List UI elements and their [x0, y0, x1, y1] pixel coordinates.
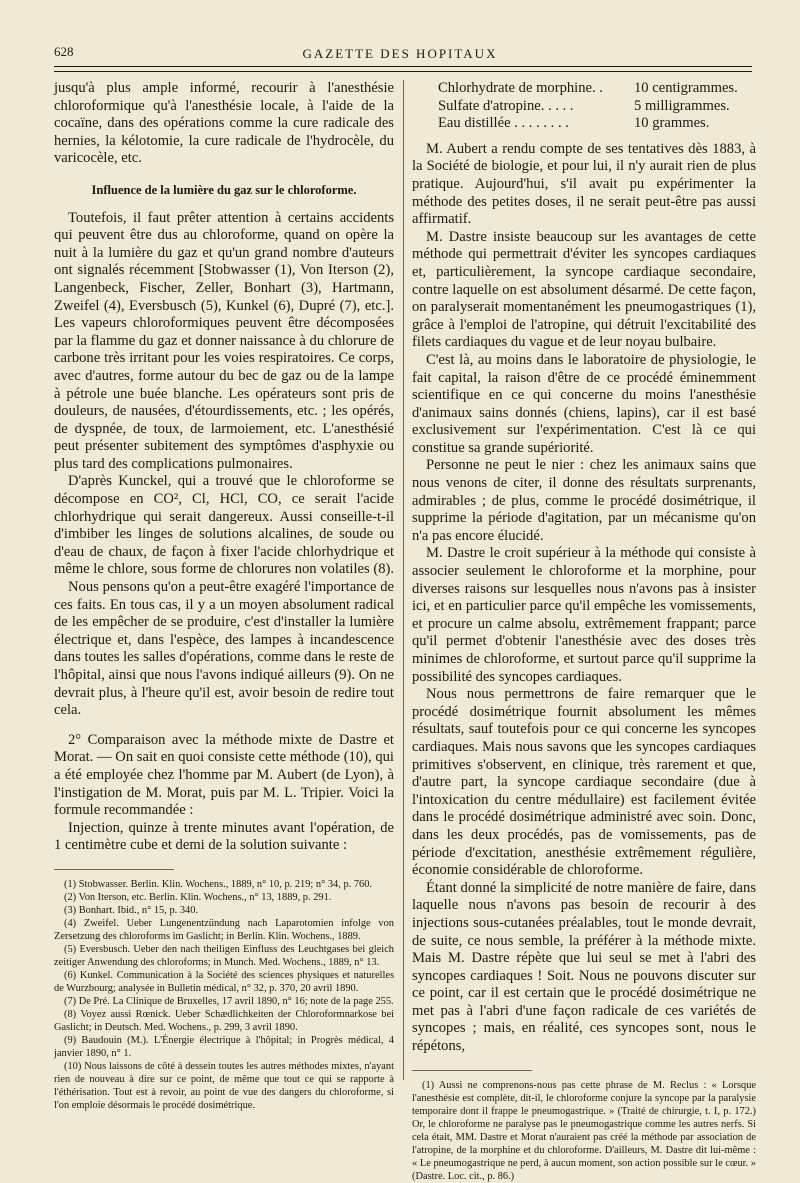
footnote: (3) Bonhart. Ibid., n° 15, p. 340.: [64, 904, 199, 916]
paragraph: Personne ne peut le nier : chez les animaux sains que nous venons de citer, il donne des résultats surprenants, admirables ; de plus, comme le procédé dosimétrique, il supprime la période d'agitation, par un mécanisme qu'on n'a pas encore élucidé.: [412, 457, 756, 544]
paragraph: 2° Comparaison avec la méthode mixte de Dastre et Morat. — On sait en quoi consiste cette méthode (10), qui a été employée chez l'homme par M. Aubert (de Lyon), à l'instigation de M. Morat, puis par M. L. Tripier. Voici la formule recommandée :: [54, 731, 394, 819]
page-number: 628: [54, 44, 74, 59]
footnote-rule: [54, 869, 174, 870]
paragraph: Nous nous permettrons de faire remarquer que le procédé dosimétrique fournit absolument les mêmes résultats, sauf toutefois pour ce qui concerne les syncopes cardiaques. Mais nous savons que les syncopes cardiaques primitives s'observent, en clinique, très rarement et que, d'autre part, la syncope cardiaque secondaire (due à l'intoxication du centre médullaire) est facilement évitée dans le procédé dosimétrique administré avec soin. Donc, dans les deux procédés, pas de vomissements, pas de période d'excitation, anesthésie extrêmement régulière, économie considérable de chloroforme.: [412, 686, 756, 879]
left-column: [54, 80, 394, 1112]
formula-quantity: 10 centigrammes.: [634, 80, 738, 96]
footnotes: [54, 878, 394, 1112]
column-divider: [403, 80, 404, 1080]
formula-line: [412, 98, 756, 116]
footnote: (1) Aussi ne comprenons-nous pas cette phrase de M. Reclus : « Lorsque l'anesthésie est complète, dit-il, le chloroforme conjure la syncope par la paralysie temporaire dont il frappe le pneumogastrique. » (Traité de chirurgie, t. I, p. 172.) Or, le chloroforme ne paralyse pas le pneumogastrique comme les autres nerfs. Si cela était, MM. Dastre et Morat n'auraient pas créé la méthode par association de l'atropine, de la morphine et du chloroforme. D'ailleurs, M. Dastre dit lui-même : « Le pneumogastrique ne perd, à aucun moment, son action possible sur le cœur. » (Dastre. Loc. cit., p. 86.): [412, 1079, 756, 1182]
formula-ingredient: Chlorhydrate de morphine. .: [438, 80, 603, 96]
formula-line: [412, 115, 756, 133]
formula-line: [412, 80, 756, 98]
paragraph: jusqu'à plus ample informé, recourir à l'anesthésie chloroformique qu'à l'anesthésie locale, à l'aide de la cocaïne, dans des opérations comme la cure radicale des hernies, la kélotomie, la cure radicale de l'hydrocèle, du varicocèle, etc.: [54, 80, 394, 167]
footnote: (1) Stobwasser. Berlin. Klin. Wochens., 1889, n° 10, p. 219; n° 34, p. 760.: [64, 878, 373, 890]
paragraph: M. Aubert a rendu compte de ses tentatives dès 1883, à la Société de biologie, et pour lui, il n'y aurait rien de plus pratique. Aujourd'hui, s'il avait pu expérimenter la méthode des petites doses, il ne serait peut-être pas aussi affirmatif.: [412, 140, 756, 228]
footnote: (9) Baudouin (M.). L'Énergie électrique à l'hôpital; in Progrès médical, 4 janvier 1890, n° 1.: [54, 1034, 394, 1059]
paragraph: M. Dastre le croit supérieur à la méthode qui consiste à associer seulement le chloroforme et la morphine, pour diverses raisons sur lesquelles nous n'avons pas à insister ici, et en particulier parce qu'il empêche les vomissements, et procure un calme absolu, extrêmement frappant; parce qu'il permet d'obtenir l'anesthésie avec des doses très minimes de chloroforme, et surtout parce qu'il supprime la possibilité des syncopes cardiaques.: [412, 545, 756, 685]
header-rule-thin: [54, 71, 752, 72]
right-column: [412, 80, 756, 1183]
formula-ingredient: Sulfate d'atropine. . . . .: [438, 97, 574, 114]
formula-quantity: 5 milligrammes.: [634, 97, 730, 114]
footnote: (6) Kunkel. Communication à la Société des sciences physiques et naturelles de Wurzbourg; analysée in Bulletin médical, n° 32, p. 370, 20 avril 1890.: [54, 969, 394, 994]
header-rule: [54, 66, 752, 67]
formula-quantity: 10 grammes.: [634, 115, 710, 132]
footnote: (10) Nous laissons de côté à dessein toutes les autres méthodes mixtes, n'ayant rien de nouveau à dire sur ce point, de même que tout ce qui se rapporte à l'éthérisation. Tout est à revoir, au point de vue des dangers du chloroforme, si l'on emploie désormais le procédé dosimétrique.: [54, 1060, 394, 1111]
formula-ingredient: Eau distillée . . . . . . . .: [438, 115, 569, 132]
footnote: (8) Voyez aussi Rœnick. Ueber Schædlichkeiten der Chloroformnarkose bei Gaslicht; in Deutsch. Med. Wochens., p. 299, 3 avril 1890.: [54, 1008, 394, 1033]
footnote: (4) Zweifel. Ueber Lungenentzündung nach Laparotomien infolge von Zersetzung des chloroforms im Gaslicht; in Berlin. Klin. Wochens., 1889.: [54, 917, 394, 942]
paragraph: D'après Kunckel, qui a trouvé que le chloroforme se décompose en CO², Cl, HCl, CO, ce serait l'acide chlorhydrique qui serait dangereux. Aussi conseille-t-il d'imbiber les linges de solutions alcalines, de soude ou d'eau de chaux, de façon à fixer l'acide chlorhydrique et même le chlore, sous forme de chlorures non volatiles (8).: [54, 473, 395, 578]
footnote-rule: [412, 1070, 532, 1071]
running-title: GAZETTE DES HOPITAUX: [302, 46, 498, 61]
paragraph: Nous pensons qu'on a peut-être exagéré l'importance de ces faits. En tous cas, il y a un moyen absolument radical de les empêcher de se produire, c'est d'installer la lumière électrique et, dans l'espèce, des lampes à incandescence dans toutes les salles d'opérations, comme dans le reste de l'hôpital, ainsi que nous l'avons indiqué ailleurs (9). On ne devrait plus, à l'heure qu'il est, avoir besoin de redire tout cela.: [54, 579, 394, 719]
footnote: (2) Von Iterson, etc. Berlin. Klin. Wochens., n° 13, 1889, p. 291.: [64, 891, 332, 903]
footnote: (5) Eversbusch. Ueber den nach theiligen Einfluss des Leuchtgases bei gleich zeitiger Anwendung des chloroforms; in Munch. Med. Wochens., 1889, n° 13.: [54, 943, 394, 968]
section-heading: Influence de la lumière du gaz sur le chloroforme.: [91, 182, 357, 197]
paragraph: Toutefois, il faut prêter attention à certains accidents qui peuvent être dus au chloroforme, quand on opère la nuit à la lumière du gaz et qu'un grand nombre d'auteurs ont signalés récemment [Stobwasser (1), Von Iterson (2), Langenbeck, Fischer, Zeller, Bonhart (3), Hartmann, Zweifel (4), Eversbusch (5), Kunkel (6), Dupré (7), etc.]. Les vapeurs chloroformiques peuvent être décomposées par la flamme du gaz et donner naissance à du chlorure de carbone très irritant pour les voies respiratoires. Ce corps, avec d'autres, forme autour du bec de gaz ou de la lampe à pétrole une buée blanche. Les opérateurs sont pris de douleurs, de nausées, d'étourdissements, etc. ; les opérés, de dyspnée, de toux, de larmoiement, etc. L'anesthésié peut présenter subitement des symptômes d'asphyxie ou plus tard des complications pulmonaires.: [54, 209, 394, 472]
paragraph: C'est là, au moins dans le laboratoire de physiologie, le fait capital, la raison d'être de ce procédé éminemment scientifique en ce qui concerne du moins l'anesthésie d'animaux sains donnés (chiens, lapins), car il est basé exclusivement sur l'expérimentation. C'est là ce qui constitue sa grande supériorité.: [412, 351, 756, 456]
paragraph: Étant donné la simplicité de notre manière de faire, dans laquelle nous n'avons pas besoin de recourir à des injections sous-cutanées préalables, tout le monde devrait, de suite, ce nous semble, la préférer à la méthode mixte. Mais M. Dastre répète que lui seul se met à l'abri des syncopes cardiaques ! Soit. Nous ne pouvons discuter sur ce point, car il est certain que le procédé dosimétrique ne met pas à l'abri d'une façon radicale de ces variétés de syncopes ; mais, en réalité, ces syncopes sont, nous le répétons,: [412, 879, 756, 1055]
footnotes: [412, 1079, 756, 1183]
footnote: (7) De Pré. La Clinique de Bruxelles, 17 avril 1890, n° 16; note de la page 255.: [64, 995, 394, 1007]
paragraph: M. Dastre insiste beaucoup sur les avantages de cette méthode qui permettrait d'éviter les syncopes cardiaques et, particulièrement, la syncope cardiaque secondaire, contre laquelle on est absolument désarmé. De cette façon, on paralyserait momentanément les pneumogastriques (1), grâce à l'emploi de l'atropine, qui détruit l'excitabilité des filets cardiaques du vague et de leur noyau bulbaire.: [412, 228, 756, 351]
paragraph: Injection, quinze à trente minutes avant l'opération, de 1 centimètre cube et demi de la solution suivante :: [54, 819, 394, 854]
